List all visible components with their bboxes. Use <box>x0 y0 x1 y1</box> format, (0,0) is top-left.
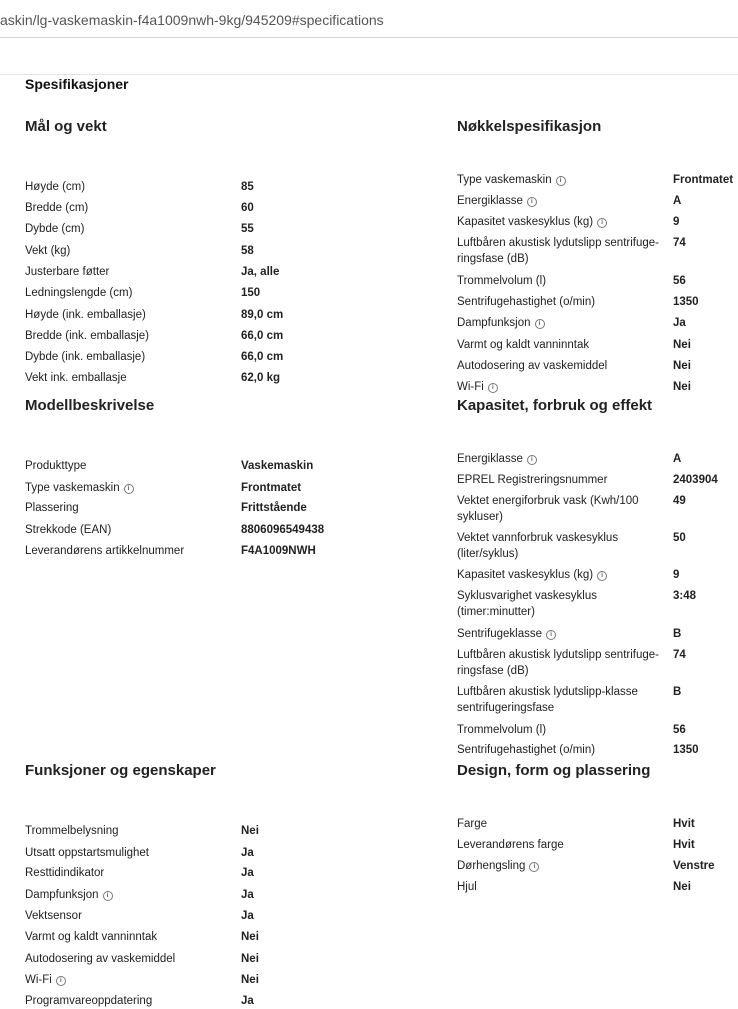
spec-label-text: Justerbare føtter <box>25 266 110 278</box>
spec-label <box>25 480 230 496</box>
spec-label-text: Utsatt oppstartsmulighet <box>25 847 150 859</box>
spec-label-text: Leverandørens artikkelnummer <box>25 545 185 557</box>
spec-label <box>457 493 662 525</box>
spec-label-text: Energiklasse <box>457 453 523 465</box>
spec-value: 9 <box>673 216 680 228</box>
spec-value: Nei <box>673 881 691 893</box>
spec-value: Ja <box>241 847 254 859</box>
spec-label-text: Trommelvolum (l) <box>457 275 547 287</box>
spec-label <box>25 972 230 988</box>
spec-value: 56 <box>673 724 686 736</box>
spec-label <box>457 858 662 874</box>
spec-label <box>457 837 662 853</box>
info-icon[interactable] <box>556 176 566 186</box>
spec-label <box>25 285 230 301</box>
spec-value: Ja <box>673 317 686 329</box>
spec-value: Ja <box>241 995 254 1007</box>
spec-label-text: Type vaskemaskin <box>457 174 552 186</box>
spec-label <box>457 315 662 331</box>
spec-label-text: Ledningslengde (cm) <box>25 287 133 299</box>
spec-value: Venstre <box>673 860 715 872</box>
spec-value: A <box>673 195 682 207</box>
section-nokkelspesifikasjon <box>457 117 734 393</box>
spec-value: 85 <box>241 181 254 193</box>
spec-label <box>457 273 662 289</box>
spec-label-text: Farge <box>457 818 488 830</box>
spec-value: 62,0 kg <box>241 372 280 384</box>
section-title: Nøkkelspesifikasjon <box>457 118 602 135</box>
spec-label-text: Kapasitet vaskesyklus (kg) <box>457 569 594 581</box>
spec-label-text: Luftbåren akustisk lydutslipp-klasse sentrifugeringsfase <box>457 686 638 714</box>
section-title: Design, form og plassering <box>457 762 651 779</box>
spec-value: 50 <box>673 532 686 544</box>
spec-label-text: Sentrifugeklasse <box>457 628 543 640</box>
address-bar[interactable] <box>0 0 738 38</box>
section-funksjoner-egenskaper <box>25 761 259 1007</box>
spec-label-text: Varmt og kaldt vanninntak <box>457 339 590 351</box>
section-title: Funksjoner og egenskaper <box>25 762 216 779</box>
spec-label <box>457 722 662 738</box>
spec-label-text: Sentrifugehastighet (o/min) <box>457 296 596 308</box>
spec-label <box>25 200 230 216</box>
spec-label <box>25 328 230 344</box>
spec-label <box>457 647 662 679</box>
spec-label-text: Autodosering av vaskemiddel <box>457 360 608 372</box>
spec-label-text: Leverandørens farge <box>457 839 564 851</box>
spec-label-text: Wi-Fi <box>25 974 52 986</box>
spec-label-text: Autodosering av vaskemiddel <box>25 953 176 965</box>
spec-label-text: Vekt ink. emballasje <box>25 372 127 384</box>
spec-label-text: Varmt og kaldt vanninntak <box>25 931 158 943</box>
spec-label <box>25 458 230 474</box>
section-title: Mål og vekt <box>25 118 107 135</box>
spec-label-text: Trommelvolum (l) <box>457 724 547 736</box>
spec-value: A <box>673 453 682 465</box>
spec-value: 89,0 cm <box>241 309 284 321</box>
spec-label-text: Luftbåren akustisk lydutslipp sentrifuge-ringsfase (dB) <box>457 649 659 677</box>
spec-value: Nei <box>241 931 259 943</box>
spec-value: F4A1009NWH <box>241 545 316 557</box>
spec-label-text: Dørhengsling <box>457 860 526 872</box>
info-icon[interactable] <box>527 197 537 207</box>
info-icon[interactable] <box>527 455 537 465</box>
spec-value: 3:48 <box>673 590 697 602</box>
spec-label-text: Resttidindikator <box>25 867 105 879</box>
spec-value: 66,0 cm <box>241 351 284 363</box>
spec-label-text: Programvareoppdatering <box>25 995 153 1007</box>
spec-label <box>457 337 662 353</box>
spec-value: 1350 <box>673 296 699 308</box>
section-kapasitet-forbruk-effekt <box>457 396 718 756</box>
spec-label <box>457 742 662 758</box>
spec-label-text: Vekt (kg) <box>25 245 71 257</box>
spec-value: Ja <box>241 910 254 922</box>
spec-value: Nei <box>673 381 691 393</box>
spec-label-text: Type vaskemaskin <box>25 482 120 494</box>
spec-label-text: Produkttype <box>25 460 87 472</box>
spec-label <box>25 993 230 1009</box>
spec-value: 1350 <box>673 744 699 756</box>
spec-label <box>25 349 230 365</box>
spec-value: Hvit <box>673 818 695 830</box>
spec-value: 56 <box>673 275 686 287</box>
spec-value: Nei <box>673 360 691 372</box>
spec-label-text: Plassering <box>25 502 79 514</box>
spec-label-text: Trommelbelysning <box>25 825 119 837</box>
spec-label <box>457 684 662 716</box>
spec-value: Ja <box>241 889 254 901</box>
spec-label-text: Hjul <box>457 881 477 893</box>
spec-label <box>25 264 230 280</box>
spec-label <box>25 823 230 839</box>
spec-label <box>457 193 662 209</box>
spec-label <box>25 543 230 559</box>
section-design-form-plassering <box>457 761 715 893</box>
spec-label-text: Dampfunksjon <box>457 317 531 329</box>
spec-value: 58 <box>241 245 254 257</box>
spec-label <box>457 626 662 642</box>
spec-label <box>457 451 662 467</box>
info-icon[interactable] <box>529 862 539 872</box>
spec-value: 9 <box>673 569 680 581</box>
spec-label <box>457 588 662 620</box>
spec-label <box>25 307 230 323</box>
spec-value: 60 <box>241 202 254 214</box>
spec-label-text: Høyde (cm) <box>25 181 86 193</box>
section-title: Kapasitet, forbruk og effekt <box>457 397 653 414</box>
spec-value: Ja, alle <box>241 266 280 278</box>
spec-label-text: Bredde (ink. emballasje) <box>25 330 150 342</box>
spec-value: 66,0 cm <box>241 330 284 342</box>
spec-value: 74 <box>673 649 686 661</box>
spec-label <box>25 908 230 924</box>
section-modellbeskrivelse <box>25 396 325 557</box>
spec-label-text: Sentrifugehastighet (o/min) <box>457 744 596 756</box>
spec-value: Frontmatet <box>241 482 302 494</box>
spec-value: Nei <box>673 339 691 351</box>
spec-label <box>457 172 662 188</box>
spec-label-text: Strekkode (EAN) <box>25 524 112 536</box>
spec-label-text: Høyde (ink. emballasje) <box>25 309 146 321</box>
spec-label-text: Kapasitet vaskesyklus (kg) <box>457 216 594 228</box>
spec-value: Nei <box>241 974 259 986</box>
spec-label-text: Wi-Fi <box>457 381 484 393</box>
spec-label <box>457 358 662 374</box>
spec-label <box>457 879 662 895</box>
info-icon[interactable] <box>535 319 545 329</box>
spec-label <box>457 816 662 832</box>
url-text[interactable]: askin/lg-vaskemaskin-f4a1009nwh-9kg/945209#specifications <box>0 12 384 28</box>
spec-label <box>457 214 662 230</box>
spec-value: Hvit <box>673 839 695 851</box>
spec-value: 8806096549438 <box>241 524 325 536</box>
spec-label <box>25 370 230 386</box>
spec-value: Nei <box>241 953 259 965</box>
spec-value: 74 <box>673 237 686 249</box>
info-icon[interactable] <box>597 571 607 581</box>
info-icon[interactable] <box>488 383 498 393</box>
spec-label <box>25 243 230 259</box>
info-icon[interactable] <box>56 976 66 986</box>
spec-value: 150 <box>241 287 261 299</box>
spec-label <box>25 221 230 237</box>
spec-label <box>457 379 662 395</box>
spec-label-text: Dampfunksjon <box>25 889 99 901</box>
spec-value: Vaskemaskin <box>241 460 314 472</box>
spec-value: 49 <box>673 495 686 507</box>
spec-label <box>457 567 662 583</box>
spec-value: 55 <box>241 223 254 235</box>
spec-label <box>457 530 662 562</box>
spec-label-text: Vektet vannforbruk vaskesyklus (liter/syklus) <box>457 532 619 560</box>
spec-value: Nei <box>241 825 259 837</box>
spec-value: Ja <box>241 867 254 879</box>
info-icon[interactable] <box>124 484 134 494</box>
spec-label-text: Dybde (cm) <box>25 223 85 235</box>
spec-label-text: Vektet energiforbruk vask (Kwh/100 sykluser) <box>457 495 639 523</box>
spec-label-text: Bredde (cm) <box>25 202 89 214</box>
info-icon[interactable] <box>103 891 113 901</box>
divider <box>0 74 738 75</box>
spec-label <box>25 179 230 195</box>
spec-label-text: EPREL Registreringsnummer <box>457 474 608 486</box>
info-icon[interactable] <box>546 630 556 640</box>
spec-label <box>457 294 662 310</box>
info-icon[interactable] <box>597 218 607 228</box>
spec-value: B <box>673 628 682 640</box>
spec-value: Frontmatet <box>673 174 734 186</box>
spec-value: B <box>673 686 682 698</box>
spec-label <box>457 235 662 267</box>
spec-label <box>25 845 230 861</box>
section-title: Modellbeskrivelse <box>25 397 155 414</box>
spec-label <box>25 887 230 903</box>
section-mal-og-vekt <box>25 117 284 384</box>
spec-label-text: Dybde (ink. emballasje) <box>25 351 146 363</box>
page-title: Spesifikasjoner <box>25 76 129 92</box>
spec-label-text: Energiklasse <box>457 195 523 207</box>
spec-value: Frittstående <box>241 502 307 514</box>
spec-label <box>25 929 230 945</box>
spec-value: 2403904 <box>673 474 718 486</box>
spec-label <box>25 522 230 538</box>
spec-label <box>25 951 230 967</box>
spec-label <box>457 472 662 488</box>
spec-label <box>25 865 230 881</box>
spec-label-text: Vektsensor <box>25 910 82 922</box>
spec-label <box>25 500 230 516</box>
spec-label-text: Syklusvarighet vaskesyklus (timer:minutter) <box>457 590 597 618</box>
spec-label-text: Luftbåren akustisk lydutslipp sentrifuge-ringsfase (dB) <box>457 237 659 265</box>
